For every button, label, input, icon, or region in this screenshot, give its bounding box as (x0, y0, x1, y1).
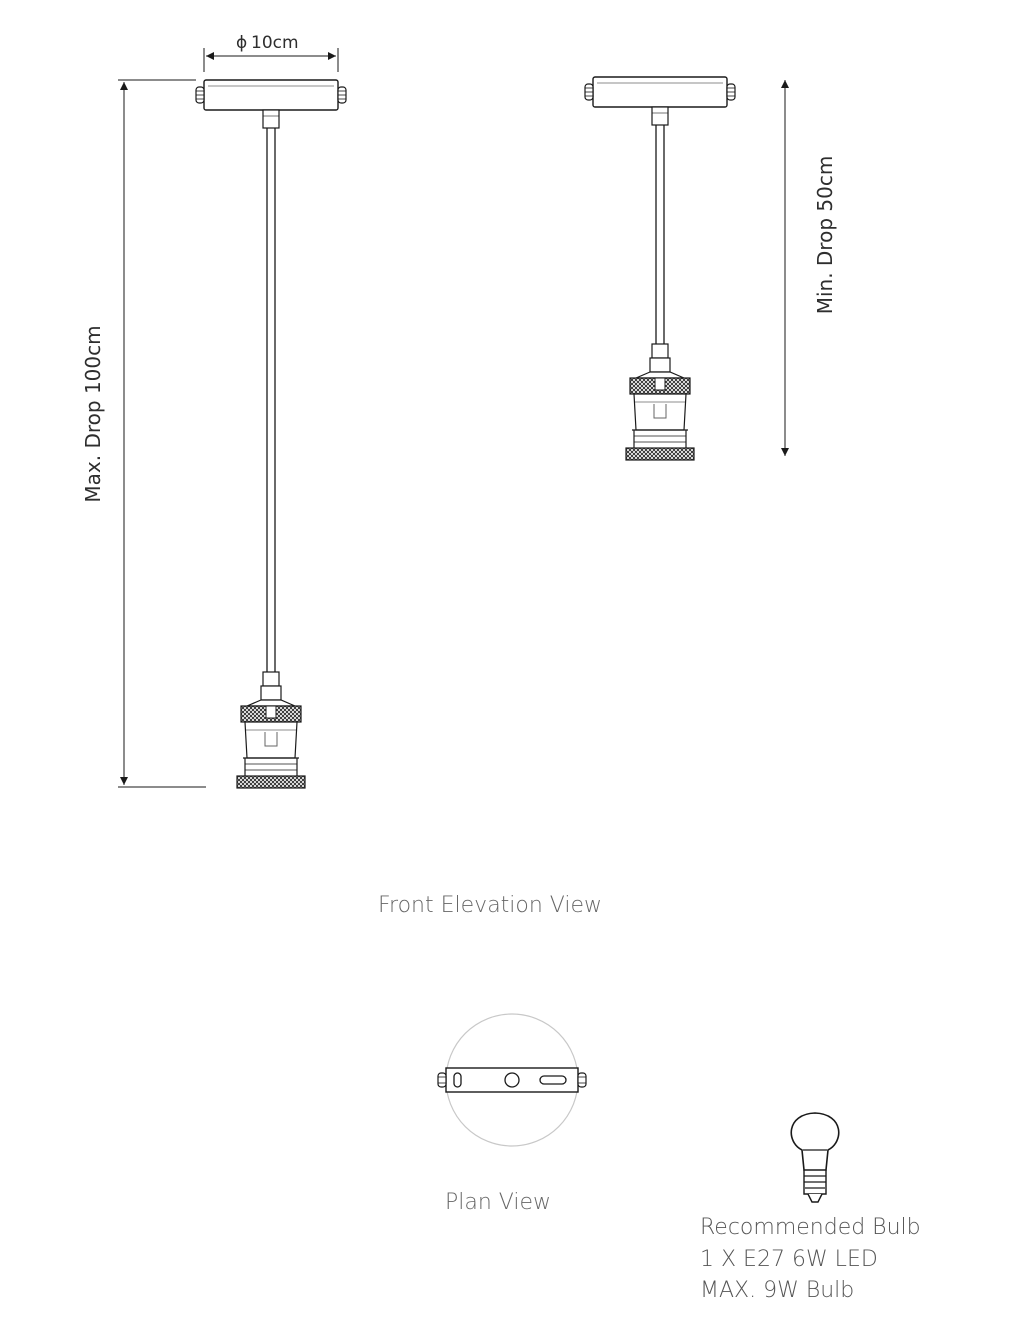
bulb-heading: Recommended Bulb (700, 1215, 921, 1240)
diameter-label: 10cm (251, 33, 299, 53)
plan-view-caption: Plan View (444, 1190, 552, 1215)
lamp-holder (626, 344, 694, 460)
max-drop-pendant (81, 33, 346, 788)
bulb-icon (791, 1113, 838, 1202)
diameter-symbol: ϕ (236, 33, 248, 53)
ceiling-rose (585, 77, 735, 125)
front-elevation-caption: Front Elevation View (377, 893, 603, 918)
bulb-max: MAX. 9W Bulb (700, 1278, 855, 1303)
min-drop-label: Min. Drop 50cm (813, 155, 837, 315)
plan-view (438, 1014, 586, 1146)
plan-mounting-bracket (446, 1068, 578, 1092)
max-drop-label: Max. Drop 100cm (81, 325, 105, 503)
ceiling-rose (196, 80, 346, 128)
bulb-spec: 1 X E27 6W LED (700, 1247, 878, 1272)
lamp-holder (237, 672, 305, 788)
min-drop-pendant (585, 77, 837, 460)
